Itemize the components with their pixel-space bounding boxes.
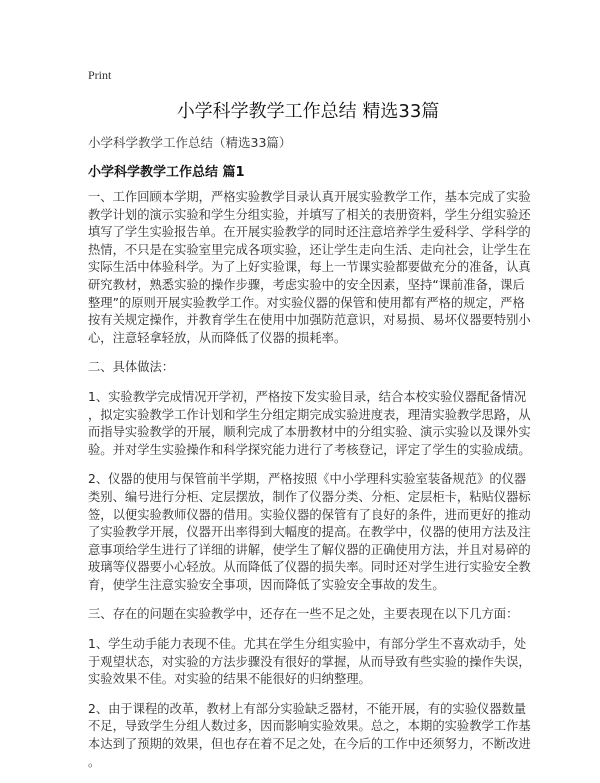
paragraph <box>88 359 528 377</box>
paragraph-line: 2、仪器的使用与保管前半学期，严格按照《中小学理科实验室装备规范》的仪器 <box>88 472 527 487</box>
document-body <box>88 189 531 771</box>
paragraph-line: 实际生活中体验科学。为了上好实验课，每上一节课实验都要做充分的准备，认真 <box>88 260 531 275</box>
document-subtitle: 小学科学教学工作总结（精选33篇） <box>88 135 292 150</box>
paragraph-line: 三、存在的问题在实验教学中，还存在一些不足之处，主要表现在以下几方面： <box>88 607 519 622</box>
paragraph-line: 签，以便实验教师仪器的借用。实验仪器的保管有了良好的条件，进而更好的推动 <box>88 507 531 522</box>
paragraph-line: 研究教材，熟悉实验的操作步骤，考虑实验中的安全因素，坚持“课前准备，课后 <box>88 277 525 292</box>
paragraph-line: 教学计划的演示实验和学生分组实验，并填写了相关的表册资料，学生分组实验还 <box>88 207 531 222</box>
paragraph <box>88 606 528 624</box>
paragraph <box>88 189 531 347</box>
paragraph <box>88 701 531 771</box>
paragraph-line: 实验效果不佳。对实验的结果不能很好的归纳整理。 <box>88 672 371 687</box>
paragraph-line: ，拟定实验教学工作计划和学生分组定期完成实验进度表，理清实验教学思路，从 <box>88 407 531 422</box>
paragraph-line: 验。并对学生实验操作和科学探究能力进行了考核登记，评定了学生的实验成绩。 <box>88 442 531 457</box>
paragraph-line: 育，使学生注意实验安全事项，因而降低了实验安全事故的发生。 <box>88 577 445 592</box>
paragraph-line: 填写了学生实验报告单。在开展实验教学的同时还注意培养学生爱科学、学科学的 <box>88 225 531 240</box>
paragraph-line: 不足，导致学生分组人数过多，因而影响实验效果。总之，本期的实验教学工作基 <box>88 719 531 734</box>
document-page <box>88 68 531 783</box>
paragraph-line: 类别、编号进行分柜、定层摆放，制作了仪器分类、分柜、定层柜卡，粘贴仪器标 <box>88 489 531 504</box>
paragraph <box>88 471 531 594</box>
paragraph-line: 本达到了预期的效果，但也存在着不足之处，在今后的工作中还须努力，不断改进 <box>88 737 531 752</box>
paragraph-line: 热情，不只是在实验室里完成各项实验，还让学生走向生活、走向社会，让学生在 <box>88 242 531 257</box>
document-title: 小学科学教学工作总结 精选33篇 <box>176 101 440 122</box>
paragraph <box>88 636 531 689</box>
print-label: Print <box>88 68 112 82</box>
paragraph-line: 一、工作回顾本学期，严格实验教学目录认真开展实验教学工作，基本完成了实验 <box>88 190 531 204</box>
paragraph-line: 2、由于课程的改革，教材上有部分实验缺乏器材，不能开展，有的实验仪器数量 <box>88 701 527 716</box>
paragraph-line: 。 <box>88 754 101 769</box>
paragraph-line: 按有关规定操作，并教育学生在使用中加强防范意识，对易损、易坏仪器要特别小 <box>88 313 531 328</box>
paragraph-line: 心，注意轻拿轻放，从而降低了仪器的损耗率。 <box>88 330 347 345</box>
paragraph-line: 1、学生动手能力表现不佳。尤其在学生分组实验中，有部分学生不喜欢动手，处 <box>88 637 527 652</box>
paragraph-line: 二、具体做法： <box>88 360 175 375</box>
paragraph-line: 玻璃等仪器要小心轻放。从而降低了仪器的损失率。同时还对学生进行实验安全教 <box>88 560 531 575</box>
paragraph-line: 于观望状态，对实验的方法步骤没有很好的掌握，从而导致有些实验的操作失误， <box>88 654 531 669</box>
paragraph <box>88 389 531 459</box>
paragraph-line: 了实验教学开展，仪器开出率得到大幅度的提高。在教学中，仪器的使用方法及注 <box>88 525 531 540</box>
paragraph-line: 意事项给学生进行了详细的讲解，使学生了解仪器的正确使用方法，并且对易碎的 <box>88 542 531 557</box>
section-heading: 小学科学教学工作总结 篇1 <box>88 165 245 180</box>
paragraph-line: 1、实验教学完成情况开学初，严格按下发实验目录，结合本校实验仪器配备情况 <box>88 389 527 404</box>
paragraph-line: 而指导实验教学的开展，顺利完成了本册教材中的分组实验、演示实验以及课外实 <box>88 425 531 440</box>
paragraph-line: 整理”的原则开展实验教学工作。对实验仪器的保管和使用都有严格的规定，严格 <box>88 295 525 310</box>
